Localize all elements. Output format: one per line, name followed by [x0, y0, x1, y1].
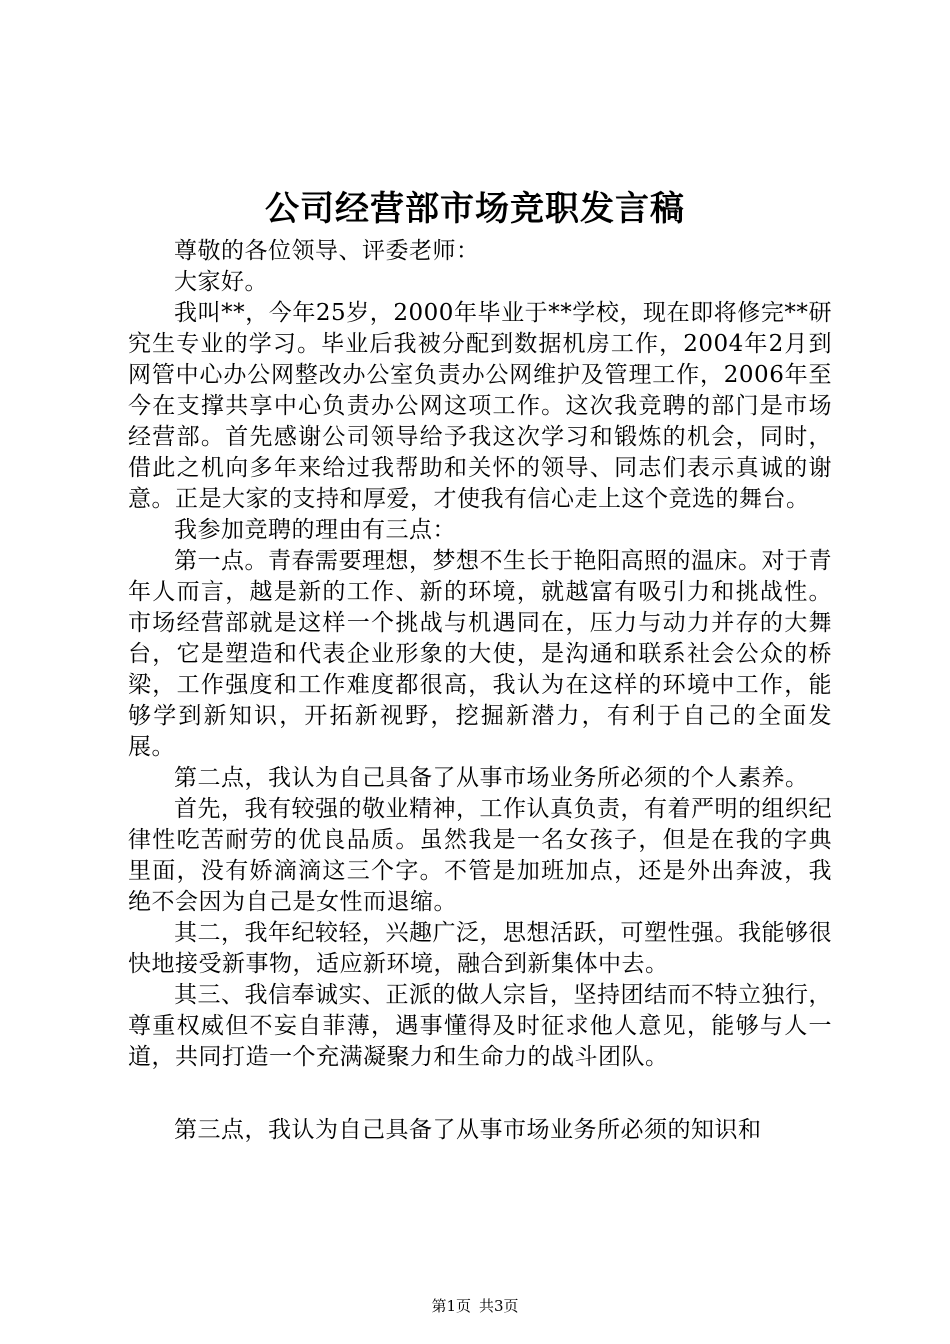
greeting: 大家好。 — [174, 269, 268, 295]
paragraph-point-two: 第二点，我认为自己具备了从事市场业务所必须的个人素养。 — [174, 765, 809, 791]
salutation: 尊敬的各位领导、评委老师： — [174, 238, 480, 264]
paragraph-reasons-heading: 我参加竞聘的理由有三点： — [174, 517, 456, 543]
page-footer — [0, 1296, 950, 1316]
paragraph-point-one: 第一点。青春需要理想，梦想不生长于艳阳高照的温床。对于青年人而言，越是新的工作、新的环境，就越富有吸引力和挑战性。市场经营部就是这样一个挑战与机遇同在，压力与动力并存的大舞台，它是塑造和代表企业形象的大使，是沟通和联系社会公众的桥梁，工作强度和工作难度都很高，我认为在这样的环境中工作，能够学到新知识，开拓新视野，挖掘新潜力，有利于自己的全面发展。 — [128, 548, 832, 760]
page-total: 共3页 — [479, 1297, 519, 1315]
document-body — [128, 236, 832, 1146]
paragraph-first: 首先，我有较强的敬业精神，工作认真负责，有着严明的组织纪律性吃苦耐劳的优良品质。虽然我是一名女孩子，但是在我的字典里面，没有娇滴滴这三个字。不管是加班加点，还是外出奔波，我绝不会因为自己是女性而退缩。 — [128, 796, 832, 915]
paragraph-third: 其三、我信奉诚实、正派的做人宗旨，坚持团结而不特立独行，尊重权威但不妄自菲薄，遇事懂得及时征求他人意见，能够与人一道，共同打造一个充满凝聚力和生命力的战斗团队。 — [128, 982, 832, 1070]
paragraph-point-three: 第三点，我认为自己具备了从事市场业务所必须的知识和 — [174, 1117, 762, 1143]
paragraph-introduction: 我叫**，今年25岁，2000年毕业于**学校，现在即将修完**研究生专业的学习。毕业后我被分配到数据机房工作，2004年2月到网管中心办公网整改办公室负责办公网维护及管理工作，2006年至今在支撑共享中心负责办公网这项工作。这次我竞聘的部门是市场经营部。首先感谢公司领导给予我这次学习和锻炼的机会，同时，借此之机向多年来给过我帮助和关怀的领导、同志们表示真诚的谢意。正是大家的支持和厚爱，才使我有信心走上这个竞选的舞台。 — [128, 300, 832, 512]
page-number: 第1页 — [431, 1297, 471, 1315]
document-title: 公司经营部市场竞职发言稿 — [265, 189, 685, 229]
paragraph-second: 其二，我年纪较轻，兴趣广泛，思想活跃，可塑性强。我能够很快地接受新事物，适应新环境，融合到新集体中去。 — [128, 920, 832, 977]
